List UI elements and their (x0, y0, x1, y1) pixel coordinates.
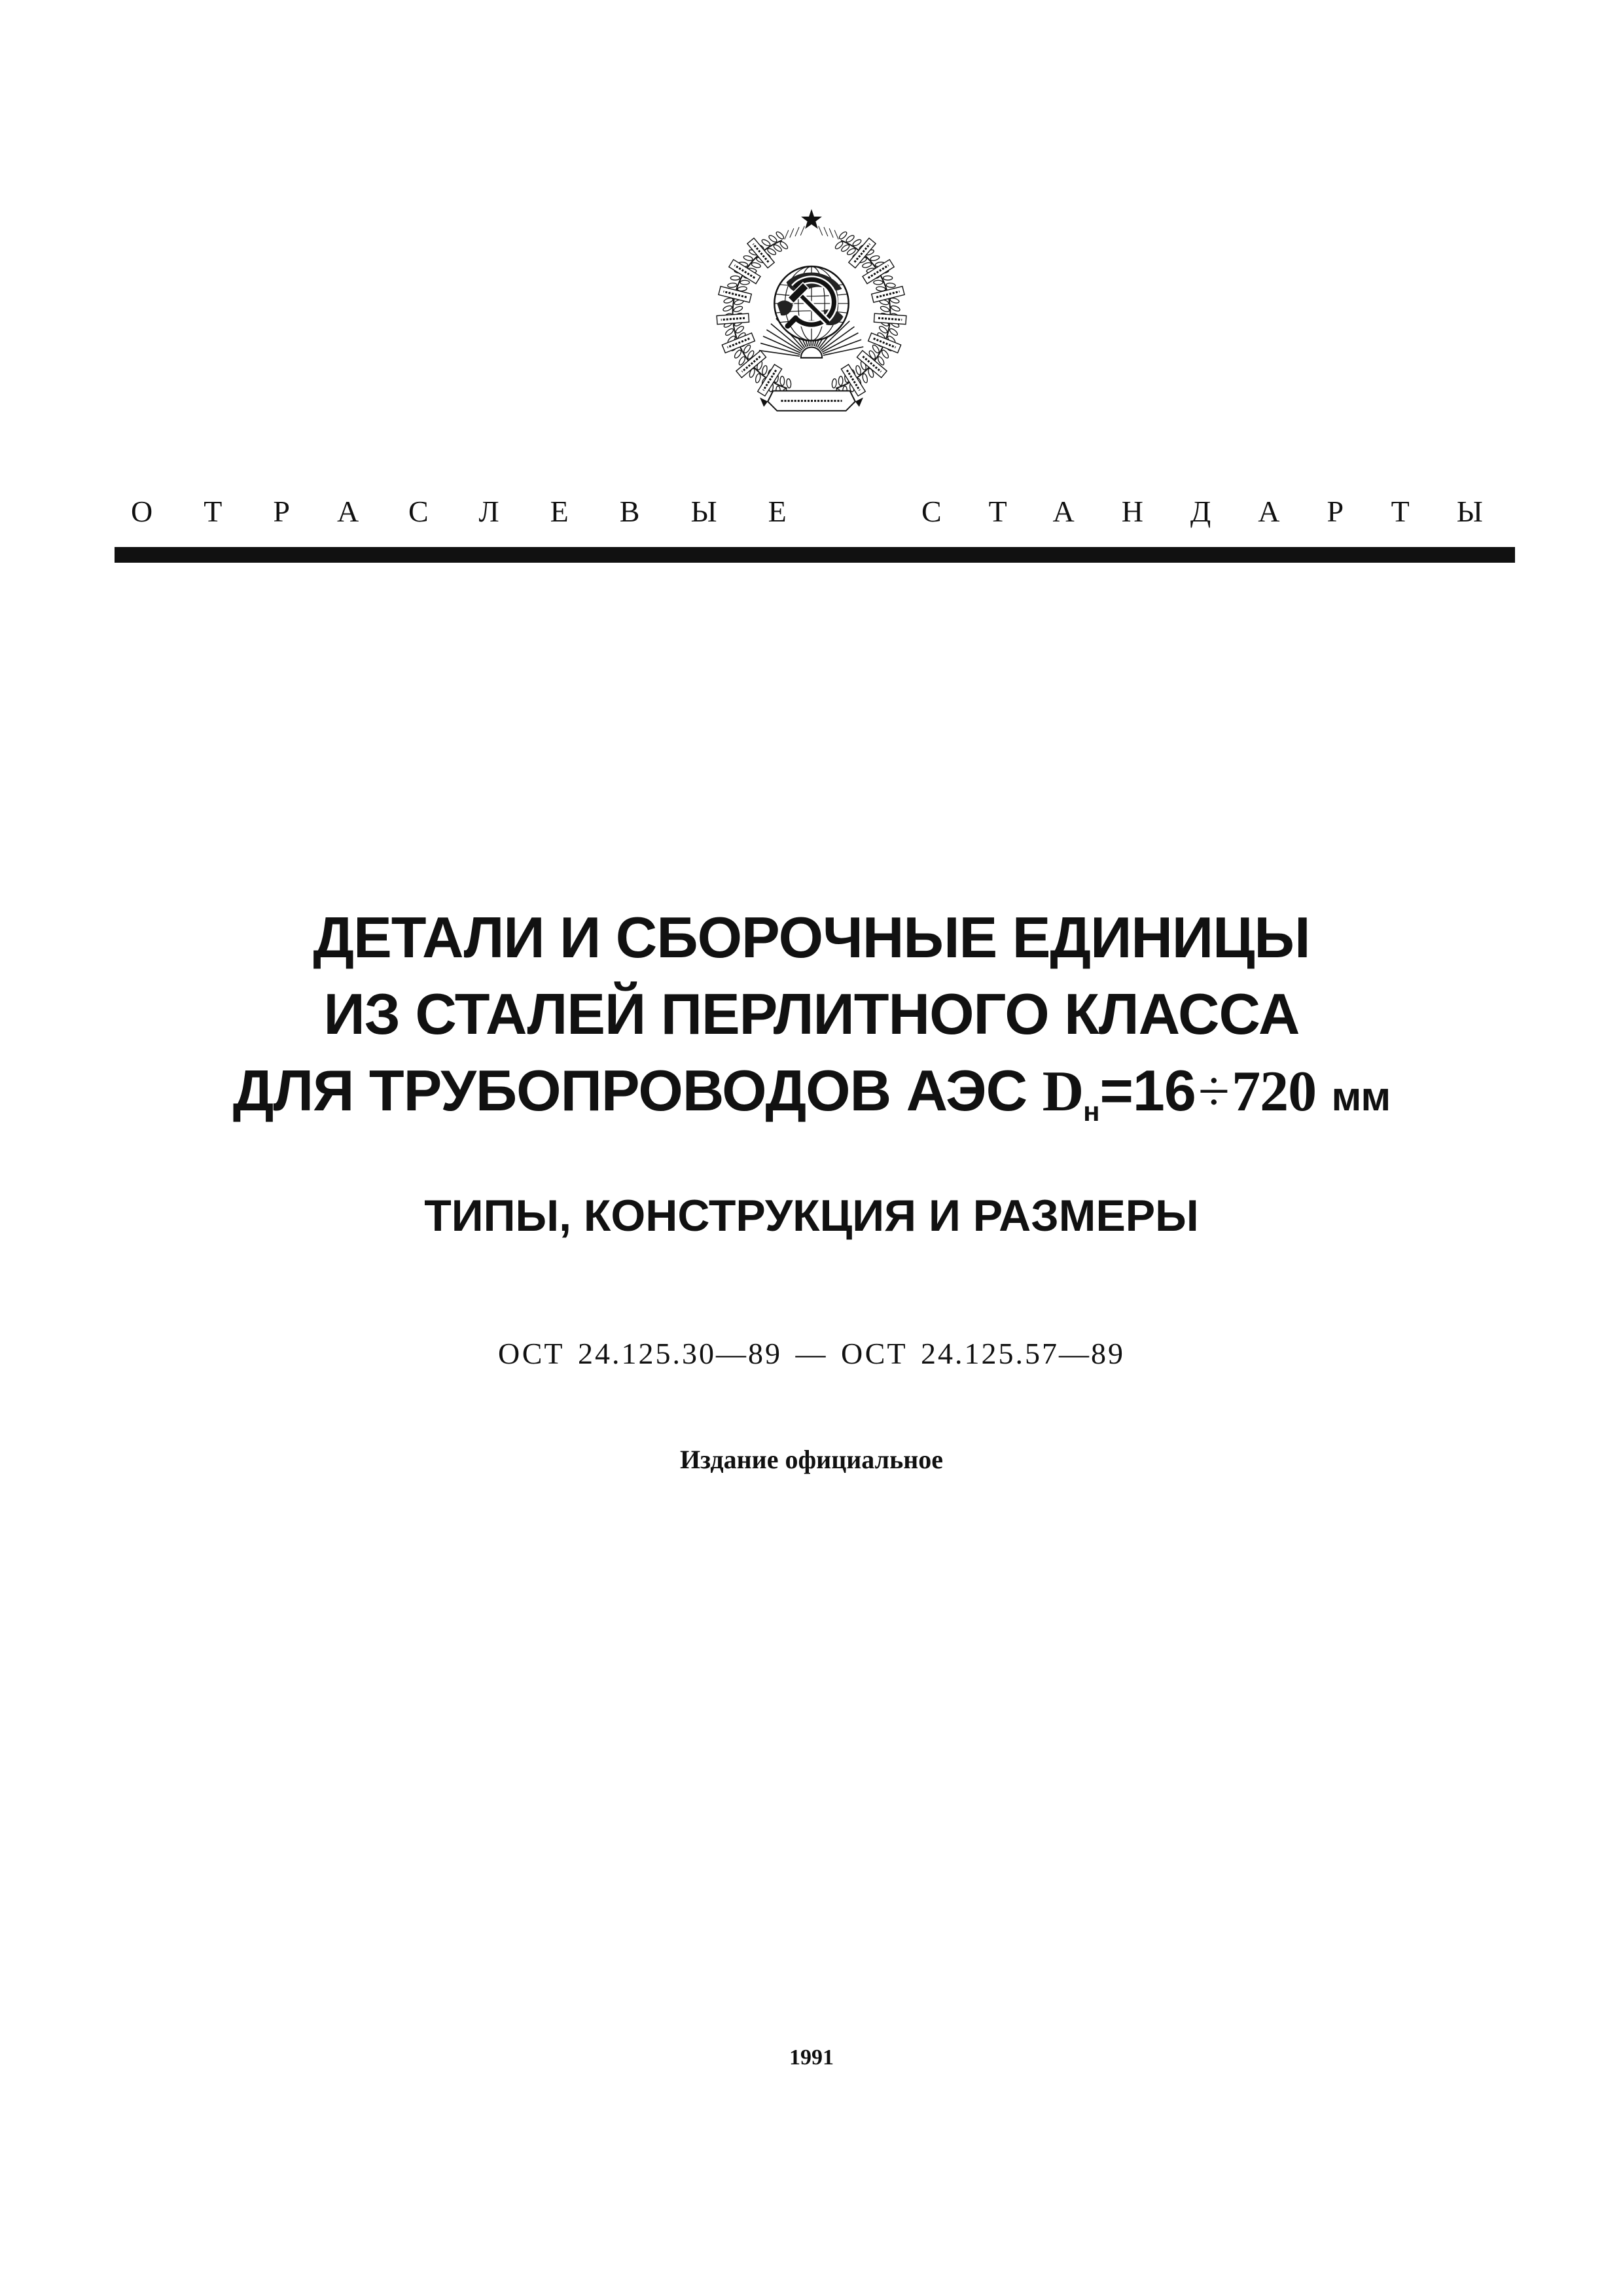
publication-year: 1991 (789, 2045, 834, 2070)
range-sign: ÷ (1198, 1060, 1230, 1123)
diameter-subscript: н (1083, 1096, 1100, 1127)
edition-note: Издание официальное (679, 1445, 944, 1474)
title-line-3 (0, 1058, 1623, 1134)
title-line-1: ДЕТАЛИ И СБОРОЧНЫЕ ЕДИНИЦЫ (313, 905, 1310, 970)
range-start: =16 (1099, 1058, 1196, 1123)
title-line-3-prefix: ДЛЯ ТРУБОПРОВОДОВ АЭС (232, 1058, 1027, 1123)
series-heading (0, 492, 1623, 538)
header-rule (115, 547, 1515, 563)
range-end: 720 (1232, 1060, 1317, 1123)
standard-designation: ОСТ 24.125.30—89 — ОСТ 24.125.57—89 (497, 1337, 1126, 1370)
title-line-2: ИЗ СТАЛЕЙ ПЕРЛИТНОГО КЛАССА (323, 981, 1300, 1046)
ussr-state-emblem-icon (712, 204, 911, 423)
series-word-standards: СТАНДАРТЫ (921, 495, 1530, 528)
diameter-symbol: D (1042, 1060, 1084, 1123)
series-word-industry: ОТРАСЛЕВЫЕ (131, 495, 838, 528)
document-subtitle: ТИПЫ, КОНСТРУКЦИЯ И РАЗМЕРЫ (424, 1191, 1199, 1241)
range-unit: мм (1331, 1074, 1391, 1120)
